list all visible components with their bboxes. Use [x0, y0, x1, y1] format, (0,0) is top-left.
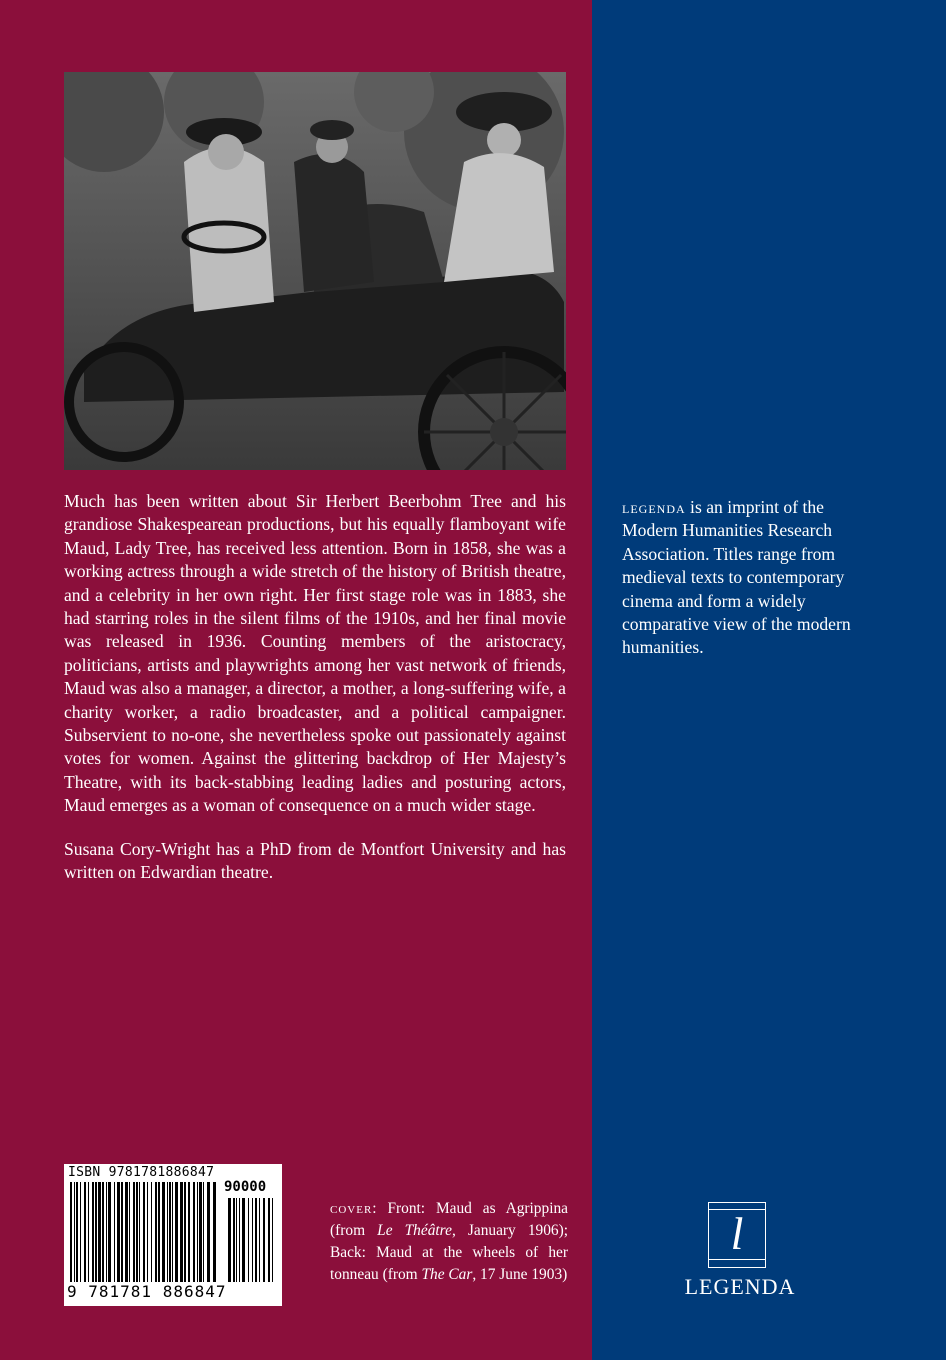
barcode-addon-bar — [255, 1198, 257, 1282]
barcode-addon-bar — [248, 1198, 249, 1282]
barcode-bar — [188, 1182, 190, 1282]
isbn-label: ISBN 9781781886847 — [68, 1165, 215, 1180]
cover-credit-front: : Front: Maud as Agrippina (from — [330, 1200, 568, 1239]
barcode-bar — [199, 1182, 202, 1282]
cover-credit-back-date: , 17 June 1903) — [472, 1266, 568, 1283]
description-paragraph: Much has been written about Sir Herbert Beerbohm Tree and his grandiose Shakespearean productions, but his equally flamboyant wife Maud, Lady Tree, has received less attention. Born in 1858, she was a working actress through a wide stretch of the history of British theatre, and a celebrity in her own right. Her first stage role was in 1883, she had starring roles in the silent films of the 1910s, and her final movie was released in 1936. Counting members of the aristocracy, politicians, artists and playwrights among her vast network of friends, Maud was also a manager, a director, a mother, a long-suffering wife, a charity worker, a radio broadcaster, and a political campaigner. Subservient to no-one, she nevertheless spoke out passionately against votes for women. Against the glittering backdrop of Her Majesty’s Theatre, with its back-stabbing leading ladies and posturing actors, Maud emerges as a woman of consequence on a much wider stage. — [64, 491, 566, 816]
legenda-l-mark — [708, 1202, 766, 1268]
barcode-bar — [106, 1182, 107, 1282]
barcode-bar — [129, 1182, 130, 1282]
imprint-statement — [622, 496, 852, 660]
author-bio-paragraph: Susana Cory-Wright has a PhD from de Montfort University and has written on Edwardian theatre. — [64, 838, 566, 883]
barcode-bar — [184, 1182, 186, 1282]
barcode-bar — [76, 1182, 78, 1282]
imprint-name: legenda — [622, 497, 686, 517]
barcode-bar — [203, 1182, 204, 1282]
barcode-bar — [92, 1182, 94, 1282]
barcode-bar — [175, 1182, 178, 1282]
cover-credit-front-source: Le Théâtre — [377, 1222, 452, 1239]
cover-photo-motor-car — [64, 72, 566, 470]
imprint-description: is an imprint of the Modern Humanities Research Association. Titles range from medieval texts to contemporary cinema and form a widely comparative view of the modern humanities. — [622, 497, 851, 658]
barcode-bar — [143, 1182, 145, 1282]
isbn-digits: 9 781781 886847 — [67, 1282, 227, 1301]
cover-credit — [330, 1198, 568, 1286]
barcode-bar — [158, 1182, 160, 1282]
barcode-bar — [139, 1182, 140, 1282]
photo-illustration — [64, 72, 566, 470]
barcode-bar — [88, 1182, 89, 1282]
barcode-bar — [117, 1182, 120, 1282]
cover-credit-label: cover — [330, 1200, 373, 1217]
cover-credit-front-date: , January 1906); Back: Maud at the wheels of her tonneau (from — [330, 1222, 569, 1283]
barcode-bar — [121, 1182, 123, 1282]
barcode-bar — [125, 1182, 128, 1282]
logo-letter: l — [730, 1208, 744, 1259]
barcode-bar — [84, 1182, 86, 1282]
barcode-bar — [151, 1182, 152, 1282]
barcode-bar — [207, 1182, 210, 1282]
barcode-bar — [167, 1182, 168, 1282]
barcode-addon-bar — [263, 1198, 265, 1282]
barcode-bar — [180, 1182, 183, 1282]
barcode-bar — [169, 1182, 171, 1282]
barcode-addon-bar — [242, 1198, 245, 1282]
barcode-bar — [147, 1182, 148, 1282]
barcode-bar — [213, 1182, 216, 1282]
spine-flap-right-panel — [592, 0, 946, 1360]
barcode-bar — [98, 1182, 101, 1282]
logo-rule-bottom — [709, 1259, 765, 1260]
price-code: 90000 — [224, 1179, 267, 1195]
book-description — [64, 490, 566, 905]
barcode-addon-bar — [228, 1198, 231, 1282]
cover-credit-back-source: The Car — [421, 1266, 473, 1283]
legenda-logo — [672, 1202, 812, 1312]
barcode-addon-bar — [272, 1198, 273, 1282]
barcode-addon-bar — [268, 1198, 270, 1282]
barcode-addon-bar — [252, 1198, 253, 1282]
barcode-bar — [136, 1182, 138, 1282]
isbn-barcode — [64, 1164, 282, 1306]
barcode-bars — [70, 1182, 275, 1282]
barcode-bar — [114, 1182, 115, 1282]
barcode-bar — [133, 1182, 135, 1282]
barcode-bar — [95, 1182, 97, 1282]
barcode-addon-bar — [259, 1198, 260, 1282]
barcode-bar — [172, 1182, 173, 1282]
barcode-bar — [102, 1182, 104, 1282]
barcode-bar — [155, 1182, 157, 1282]
barcode-addon-bar — [239, 1198, 240, 1282]
barcode-bar — [108, 1182, 111, 1282]
barcode-bar — [162, 1182, 165, 1282]
barcode-addon-bar — [236, 1198, 237, 1282]
barcode-bar — [80, 1182, 81, 1282]
barcode-bar — [70, 1182, 72, 1282]
barcode-bar — [193, 1182, 195, 1282]
barcode-addon-bar — [233, 1198, 235, 1282]
logo-wordmark: LEGENDA — [684, 1274, 796, 1299]
barcode-bar — [197, 1182, 198, 1282]
barcode-bar — [74, 1182, 75, 1282]
